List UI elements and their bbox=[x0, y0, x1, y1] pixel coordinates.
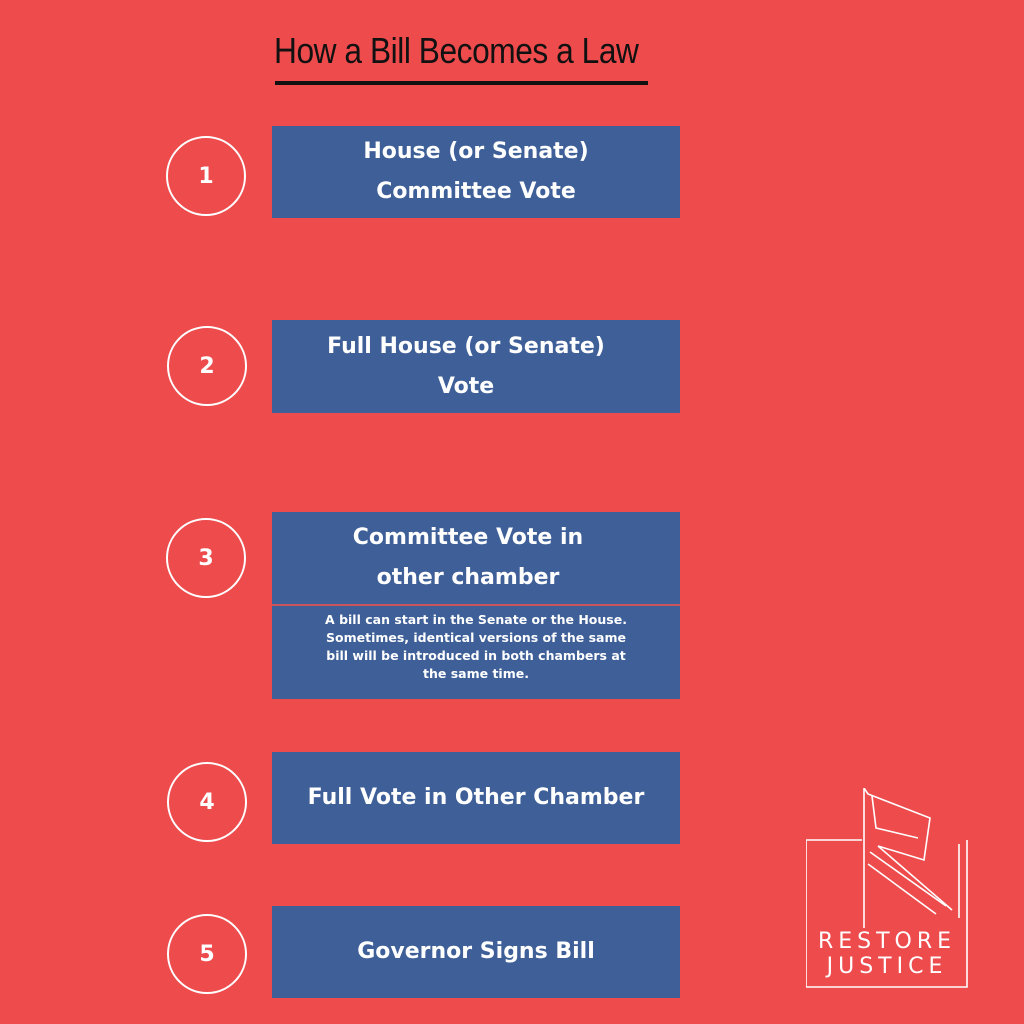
step-3-note-line-1: A bill can start in the Senate or the House. bbox=[325, 612, 627, 627]
step-3-line-1: Committee Vote in bbox=[352, 525, 584, 550]
step-1-line-1: House (or Senate) bbox=[363, 139, 589, 164]
step-2-line-2: Vote bbox=[437, 373, 495, 399]
logo-flag-inner bbox=[872, 796, 918, 838]
step-4-box bbox=[272, 752, 680, 844]
logo-text-restore: RESTORE bbox=[817, 929, 957, 954]
step-1-number-circle: 1 bbox=[166, 136, 246, 216]
step-1-line-2: Committee Vote bbox=[376, 179, 576, 204]
step-4-line-1: Full Vote in Other Chamber bbox=[307, 785, 645, 810]
step-3-note-line-2: Sometimes, identical versions of the same bbox=[326, 630, 626, 645]
logo-diagonal bbox=[870, 852, 946, 906]
step-3-number-circle: 3 bbox=[166, 518, 246, 598]
step-4-number-circle: 4 bbox=[167, 762, 247, 842]
step-2-line-1: Full House (or Senate) bbox=[327, 333, 605, 359]
step-5-number-circle: 5 bbox=[167, 914, 247, 994]
logo-diagonal-2 bbox=[868, 864, 936, 914]
step-1-box bbox=[272, 126, 680, 218]
page-title: How a Bill Becomes a Law bbox=[274, 30, 639, 71]
logo-text-justice: JUSTICE bbox=[826, 954, 948, 979]
step-3-note-line-3: bill will be introduced in both chambers at bbox=[326, 648, 626, 663]
step-3-box bbox=[272, 512, 680, 604]
step-3-note-line-4: the same time. bbox=[423, 666, 529, 681]
step-2-number-circle: 2 bbox=[167, 326, 247, 406]
title-underline bbox=[275, 81, 648, 85]
step-2-box bbox=[272, 320, 680, 413]
step-5-line-1: Governor Signs Bill bbox=[357, 939, 595, 964]
step-3-note bbox=[272, 606, 680, 699]
step-5-box bbox=[272, 906, 680, 998]
logo-flag bbox=[864, 788, 952, 910]
step-3-line-2: other chamber bbox=[376, 565, 560, 590]
